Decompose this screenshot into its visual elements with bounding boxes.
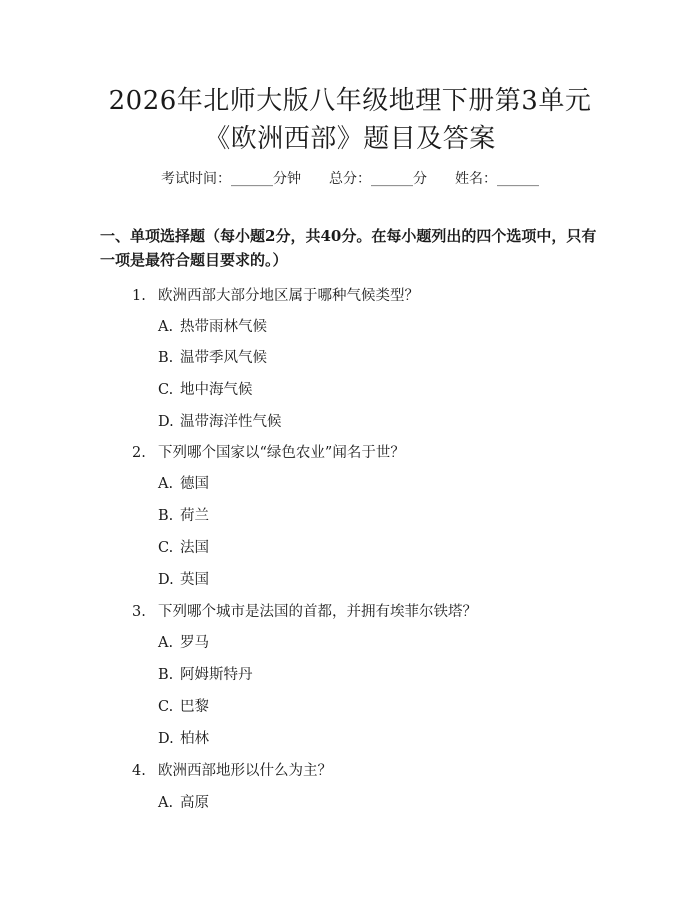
option-text: 温带海洋性气候 [180, 414, 282, 430]
exam-meta [0, 168, 700, 188]
option-text: 柏林 [180, 731, 209, 747]
option-letter: D. [158, 731, 174, 747]
option-letter: C. [158, 540, 174, 556]
option [158, 791, 209, 812]
option-text: 荷兰 [180, 508, 209, 524]
option-text: 阿姆斯特丹 [180, 667, 253, 683]
option-letter: B. [158, 350, 174, 366]
option-letter: A. [158, 319, 174, 335]
option-letter: A. [158, 795, 174, 811]
question-text: 欧洲西部大部分地区属于哪种气候类型？ [158, 288, 419, 304]
option [158, 504, 209, 525]
option-text: 地中海气候 [180, 382, 253, 398]
option [158, 378, 253, 399]
question-number: 3. [132, 604, 146, 620]
question-text: 欧洲西部地形以什么为主？ [158, 763, 332, 779]
question-text: 下列哪个国家以“绿色农业”闻名于世？ [158, 445, 405, 461]
option-letter: C. [158, 699, 174, 715]
page-title: 2026年北师大版八年级地理下册第3单元 [108, 86, 592, 116]
option [158, 536, 209, 557]
question [132, 600, 477, 621]
option-letter: B. [158, 508, 174, 524]
option [158, 346, 267, 367]
option-text: 热带雨林气候 [180, 319, 267, 335]
option-text: 巴黎 [180, 699, 209, 715]
option-text: 罗马 [180, 635, 209, 651]
option-text: 温带季风气候 [180, 350, 267, 366]
total-score-label: 总分：______分 [329, 171, 427, 187]
option-text: 高原 [180, 795, 209, 811]
question-text: 下列哪个城市是法国的首都，并拥有埃菲尔铁塔？ [158, 604, 477, 620]
question-number: 1. [132, 288, 146, 304]
option [158, 727, 209, 748]
option [158, 695, 209, 716]
page-subtitle: 《欧洲西部》题目及答案 [204, 124, 496, 154]
option [158, 631, 209, 652]
option [158, 472, 209, 493]
option-letter: A. [158, 635, 174, 651]
option-letter: B. [158, 667, 174, 683]
option-text: 英国 [180, 572, 209, 588]
section-heading: 一、单项选择题（每小题2分，共40分。在每小题列出的四个选项中，只有一项是最符合题目要求的。） [100, 227, 597, 269]
option [158, 410, 282, 431]
option-text: 德国 [180, 476, 209, 492]
option [158, 568, 209, 589]
exam-time-label: 考试时间：______分钟 [161, 171, 301, 187]
option-letter: A. [158, 476, 174, 492]
name-label: 姓名：______ [455, 171, 539, 187]
option-text: 法国 [180, 540, 209, 556]
option-letter: D. [158, 572, 174, 588]
question [132, 441, 405, 462]
option-letter: D. [158, 414, 174, 430]
question [132, 759, 332, 780]
question-number: 4. [132, 763, 146, 779]
option-letter: C. [158, 382, 174, 398]
option [158, 315, 267, 336]
question [132, 284, 419, 305]
question-number: 2. [132, 445, 146, 461]
option [158, 663, 253, 684]
